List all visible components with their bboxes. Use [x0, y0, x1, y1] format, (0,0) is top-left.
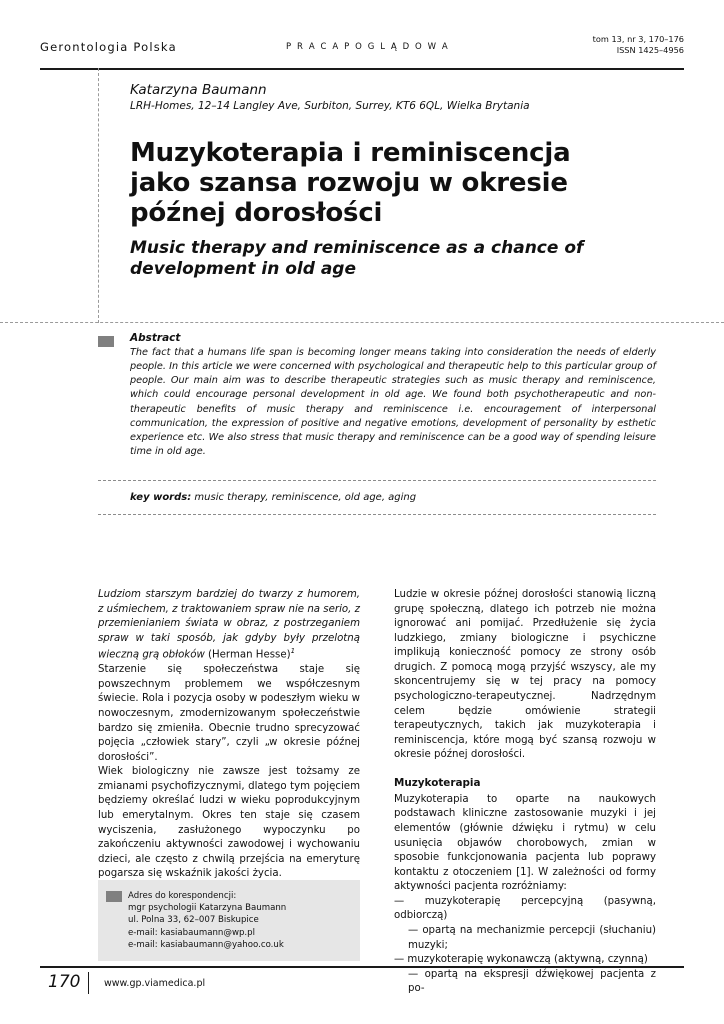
- issn: ISSN 1425–4956: [616, 45, 684, 56]
- abstract-section: [98, 332, 656, 503]
- article-section-type: P R A C A P O G L Ą D O W A: [286, 42, 450, 52]
- footer-url[interactable]: www.gp.viamedica.pl: [104, 978, 206, 989]
- abstract-label: Abstract: [130, 332, 181, 344]
- epigraph-text: Ludziom starszym bardziej do twarzy z humorem, z uśmiechem, z traktowaniem spraw nie na serio, z przemienianiem świata w obraz, z postrzeganiem spraw w taki sposób, jak gdyby były przelotną wieczną grą obłoków: [98, 589, 360, 661]
- layout-guide-horizontal: [0, 322, 724, 323]
- list-item: — opartą na mechanizmie percepcji (słuchaniu) muzyki;: [408, 925, 656, 951]
- issue-volume: tom 13, nr 3, 170–176: [592, 34, 684, 44]
- correspondence-line-2: mgr psychologii Katarzyna Baumann: [128, 903, 287, 914]
- author-name: Katarzyna Baumann: [130, 82, 267, 98]
- layout-guide-vertical: [98, 68, 99, 323]
- footnote-marker: 1: [290, 647, 296, 656]
- correspondence-marker-icon: [106, 891, 122, 902]
- page-title-english: Music therapy and reminiscence as a chance of development in old age: [130, 238, 584, 279]
- keywords-divider-bottom: [98, 514, 656, 515]
- abstract-body: [130, 332, 656, 459]
- correspondence-box: [98, 880, 360, 961]
- issue-info: [593, 34, 684, 56]
- footer-separator: [88, 972, 89, 994]
- correspondence-email-1[interactable]: e-mail: kasiabaumann@wp.pl: [128, 927, 256, 938]
- correspondence-line-1: Adres do korespondencji:: [128, 891, 237, 901]
- correspondence-email-2[interactable]: e-mail: kasiabaumann@yahoo.co.uk: [128, 939, 284, 950]
- section-heading-muzykoterapia: Muzykoterapia: [394, 776, 481, 789]
- paragraph-left-2: Wiek biologiczny nie zawsze jest tożsamy ze zmianami psychofizycznymi, dlatego tym pojęciem będziemy określać ludzi w wieku poprodukcyjnym lub emerytalnym. Okres ten staje się czasem wyciszenia, zasłużonego wypoczynku po zakończeniu aktywności zawodowej i wychowaniu dzieci, ale często z chwilą przejścia na emeryturę pogarsza się wskaźnik jakości życia.: [98, 766, 360, 880]
- abstract-text: The fact that a humans life span is becoming longer means taking into consideration the needs of elderly people. In this article we were concerned with psychological and therapeutic help to this particular group of people. Our main aim was to describe therapeutic strategies such as music therapy and reminiscence, which could encourage personal development in old age. We found both psychotherapeutic and non-therapeutic benefits of music therapy and reminiscence i.e. encouragement of interpersonal communication, the expression of positive and negative emotions, development of personality by esthetic experience etc. We also stress that music therapy and reminiscence can be a good way of spending leisure time in old age.: [130, 347, 656, 458]
- keywords-divider-top: [98, 480, 656, 481]
- correspondence-line-3: ul. Polna 33, 62–007 Biskupice: [128, 915, 259, 926]
- page-title: Muzykoterapia i reminiscencja jako szansa rozwoju w okresie późnej dorosłości: [130, 138, 571, 229]
- epigraph-attribution: (Herman Hesse): [208, 649, 291, 661]
- page-number: 170: [48, 972, 81, 992]
- title-block: [130, 82, 600, 279]
- author-affiliation: LRH-Homes, 12–14 Langley Ave, Surbiton, Surrey, KT6 6QL, Wielka Brytania: [130, 100, 530, 112]
- epigraph: [98, 588, 360, 663]
- footer-divider: [40, 966, 684, 968]
- list-item: — muzykoterapię wykonawczą (aktywną, czynną): [394, 954, 648, 966]
- keywords: [130, 492, 656, 503]
- header-divider: [40, 68, 684, 70]
- column-left: [98, 588, 360, 882]
- keywords-value: music therapy, reminiscence, old age, aging: [194, 492, 417, 503]
- keywords-label: key words:: [130, 492, 192, 503]
- journal-title: Gerontologia Polska: [40, 40, 177, 54]
- definition-list: [394, 895, 656, 997]
- column-right: [394, 588, 656, 997]
- abstract-marker-icon: [98, 336, 114, 347]
- list-item: — muzykoterapię percepcyjną (pasywną, odbiorczą): [394, 895, 656, 922]
- page-header: [40, 34, 684, 68]
- paragraph-right-2: Muzykoterapia to oparte na naukowych podstawach kliniczne zastosowanie muzyki i jej elementów (głównie dźwięku i rytmu) w celu usunięcia objawów chorobowych, zmian w sposobie funkcjonowania pacjenta lub poprawy kontaktu z otoczeniem [1]. W zależności od formy aktywności pacjenta rozróżniamy:: [394, 793, 656, 893]
- list-item: — opartą na ekspresji dźwiękowej pacjenta z po-: [408, 968, 656, 995]
- paragraph-right-1: Ludzie w okresie późnej dorosłości stanowią liczną grupę społeczną, dlatego ich potrzeb nie można ignorować ani pomijać. Przedłużenie się życia ludzkiego, zmiany biologiczne i psychiczne implikują konieczność pomocy ze strony osób drugich. Z pomocą mogą przyjść wszyscy, ale my skoncentrujemy się w tej pracy na pomocy psychologiczno-terapeutycznej. Nadrzędnym celem będzie omówienie strategii terapeutycznych, takich jak muzykoterapia i reminiscencja, które mogą być szansą rozwoju w okresie późnej dorosłości.: [394, 589, 656, 761]
- paragraph-left-1: Starzenie się społeczeństwa staje się powszechnym problemem we współczesnym świecie. Rola i pozycja osoby w podeszłym wieku w nowoczesnym, zmodernizowanym społeczeństwie bardzo się zmieniła. Obecnie trudno sprecyzować pojęcia „człowiek stary”, czyli „w okresie późnej dorosłości”.: [98, 664, 360, 763]
